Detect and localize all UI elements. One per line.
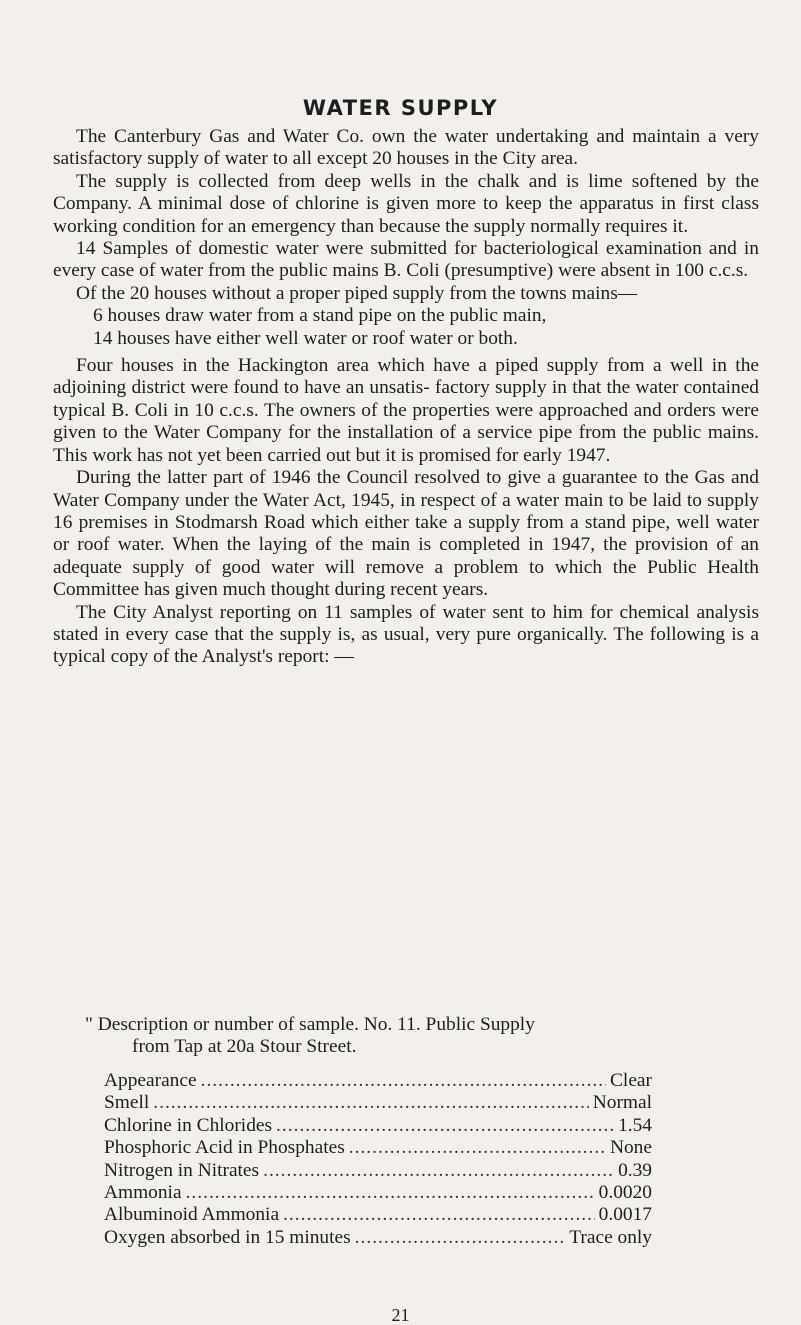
paragraph-analyst: The City Analyst reporting on 11 samples of water sent to him for chemical analysis stated in every case that the supply is, as usual, very pure organically. The following is a typical copy of the Analyst's report: — [53, 601, 759, 668]
row-value: None [609, 1137, 652, 1159]
table-row [104, 1070, 652, 1092]
paragraph-unpiped-houses: Of the 20 houses without a proper piped supply from the towns mains— [76, 282, 638, 304]
body-text [53, 126, 759, 669]
page-number: 21 [391, 1305, 410, 1325]
table-row [104, 1182, 652, 1204]
row-label: Chlorine in Chlorides [104, 1114, 273, 1136]
report-source: from Tap at 20a Stour Street. [132, 1036, 357, 1058]
table-row [104, 1092, 652, 1114]
row-label: Albuminoid Ammonia [104, 1204, 280, 1226]
list-item-stand-pipe: 6 houses draw water from a stand pipe on the public main, [93, 305, 547, 327]
page-title: WATER SUPPLY [302, 96, 499, 120]
table-row [104, 1137, 652, 1159]
paragraph-ownership: The Canterbury Gas and Water Co. own the water undertaking and maintain a very satisfactory supply of water to all except 20 houses in the City area. [53, 126, 759, 170]
report-heading [70, 1014, 750, 1059]
list-item-well-water: 14 houses have either well water or roof water or both. [93, 327, 518, 349]
row-value: 0.39 [618, 1159, 652, 1181]
table-row [104, 1204, 652, 1226]
row-value: Normal [592, 1092, 652, 1114]
row-value: 0.0020 [598, 1182, 652, 1204]
row-value: 0.0017 [598, 1204, 652, 1226]
paragraph-stodmarsh: During the latter part of 1946 the Council resolved to give a guarantee to the Gas and Water Company under the Water Act, 1945, in respect of a water main to be laid to supply 16 premises in Stodmarsh Road which either take a supply from a stand pipe, well water or roof water. When the laying of the main is completed in 1947, the provision of an adequate supply of good water will remove a problem to which the Public Health Committee has given much thought during recent years. [53, 467, 759, 601]
analysis-table [104, 1070, 652, 1249]
row-label: Smell [104, 1092, 150, 1114]
paragraph-samples: 14 Samples of domestic water were submitted for bacteriological examination and in every case of water from the public mains B. Coli (presumptive) were absent in 100 c.c.s. [53, 238, 759, 282]
table-row [104, 1227, 652, 1249]
table-row [104, 1115, 652, 1137]
table-row [104, 1160, 652, 1182]
row-value: Trace only [569, 1226, 652, 1248]
paragraph-source: The supply is collected from deep wells in the chalk and is lime softened by the Company. A minimal dose of chlorine is given more to keep the apparatus in first class working condition for an emergency than because the supply normally requires it. [53, 170, 759, 237]
row-label: Appearance [104, 1070, 197, 1091]
report-description: " Description or number of sample. No. 11. Public Supply [85, 1014, 535, 1035]
row-label: Oxygen absorbed in 15 minutes [104, 1226, 351, 1248]
paragraph-hackington: Four houses in the Hackington area which have a piped supply from a well in the adjoining district were found to have an unsatis- factory supply in that the water contained typical B. Coli in 10 c.c.s. The owners of the properties were approached and orders were given to the Water Company for the installation of a service pipe from the public mains. This work has not yet been carried out but it is promised for early 1947. [53, 355, 759, 466]
row-label: Phosphoric Acid in Phosphates [104, 1137, 345, 1159]
row-value: Clear [610, 1070, 652, 1091]
row-label: Nitrogen in Nitrates [104, 1159, 260, 1181]
row-value: 1.54 [618, 1114, 652, 1136]
row-label: Ammonia [104, 1182, 182, 1204]
